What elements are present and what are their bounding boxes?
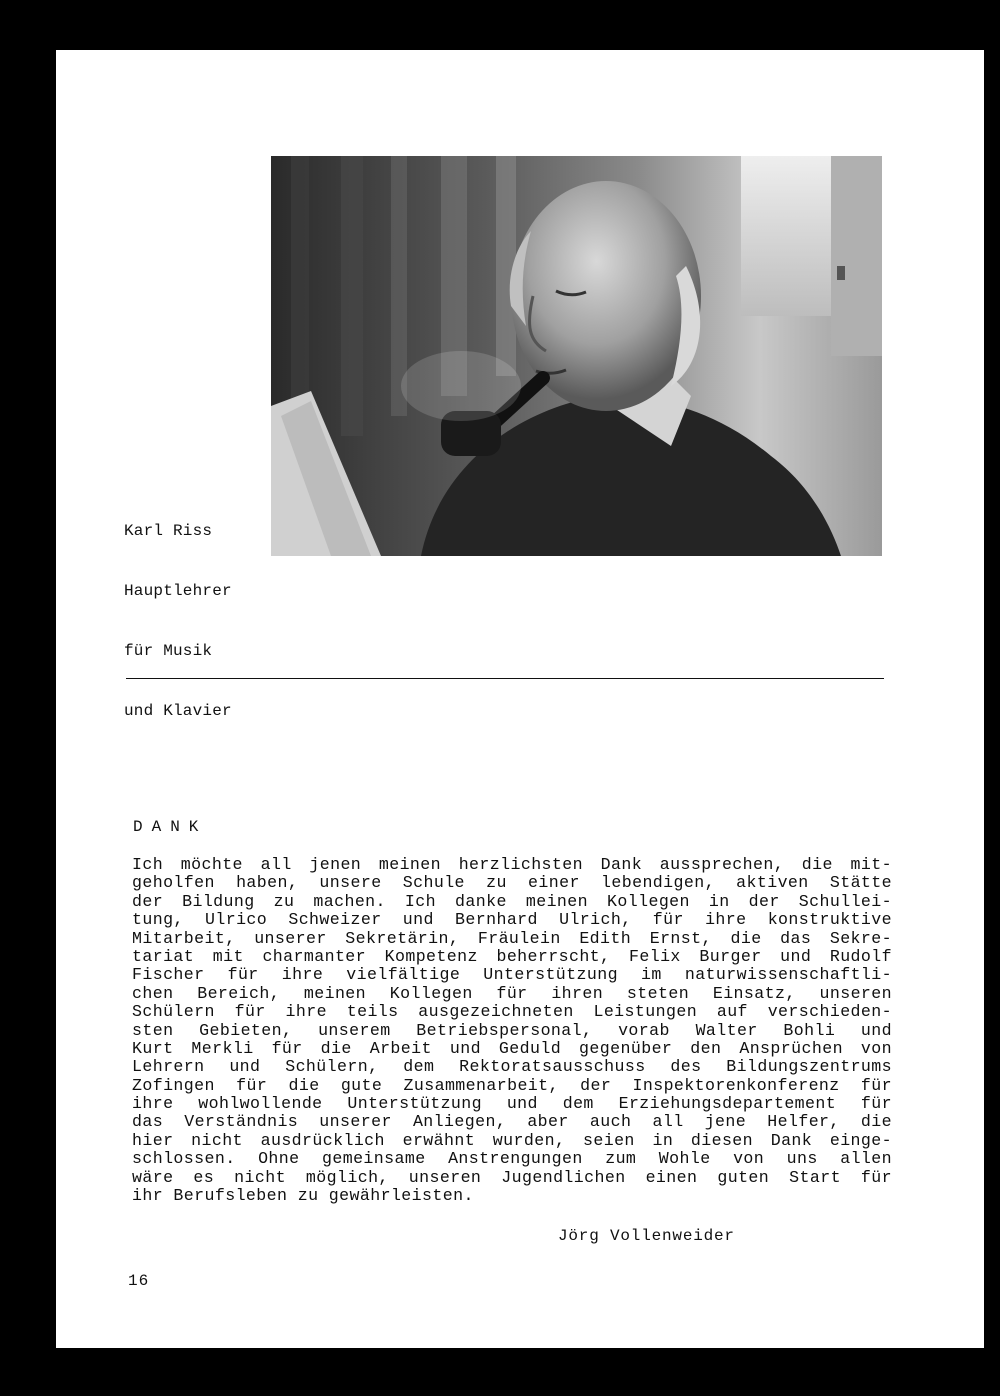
section-heading: DANK xyxy=(133,818,208,836)
caption-subject: für Musik xyxy=(124,642,213,660)
text-line: chen Bereich, meinen Kollegen für ihren steten Einsatz, unseren xyxy=(132,983,892,1003)
signature: Jörg Vollenweider xyxy=(558,1227,735,1245)
page-number: 16 xyxy=(128,1272,150,1290)
text-line: tariat mit charmanter Kompetenz beherrscht, Felix Burger und Rudolf xyxy=(132,946,892,966)
caption-role: Hauptlehrer xyxy=(124,582,232,600)
horizontal-divider xyxy=(126,678,884,679)
text-line: wäre es nicht möglich, unseren Jugendlichen einen guten Start für xyxy=(132,1167,892,1187)
text-line: Zofingen für die gute Zusammenarbeit, der Inspektorenkonferenz für xyxy=(132,1075,892,1095)
text-line: ihre wohlwollende Unterstützung und dem Erziehungsdepartement für xyxy=(132,1094,892,1114)
caption-instrument: und Klavier xyxy=(124,702,232,720)
text-line: tung, Ulrico Schweizer und Bernhard Ulrich, für ihre konstruktive xyxy=(132,910,892,930)
text-line: Fischer für ihre vielfältige Unterstützung im naturwissenschaftli- xyxy=(132,965,892,985)
text-line: Mitarbeit, unserer Sekretärin, Fräulein Edith Ernst, die das Sekre- xyxy=(132,928,892,948)
text-line: schlossen. Ohne gemeinsame Anstrengungen zum Wohle von uns allen xyxy=(132,1149,892,1169)
text-line: hier nicht ausdrücklich erwähnt wurden, seien in diesen Dank einge- xyxy=(132,1130,892,1150)
text-line: der Bildung zu machen. Ich danke meinen Kollegen in der Schullei- xyxy=(132,891,892,911)
text-line: Kurt Merkli für die Arbeit und Geduld gegenüber den Ansprüchen von xyxy=(132,1038,892,1058)
acknowledgement-text xyxy=(132,856,892,1205)
text-line: geholfen haben, unsere Schule zu einer lebendigen, aktiven Stätte xyxy=(132,873,892,893)
text-line: Schülern für ihre teils ausgezeichneten Leistungen auf verschieden- xyxy=(132,1002,892,1022)
photo-caption xyxy=(124,481,264,761)
caption-name: Karl Riss xyxy=(124,522,213,540)
text-line: Ich möchte all jenen meinen herzlichsten Dank aussprechen, die mit- xyxy=(132,855,892,874)
text-line: das Verständnis unserer Anliegen, aber auch all jene Helfer, die xyxy=(132,1112,892,1132)
document-page xyxy=(56,50,984,1348)
text-line: Lehrern und Schülern, dem Rektoratsausschuss des Bildungszentrums xyxy=(132,1057,892,1077)
text-line: ihr Berufsleben zu gewährleisten. xyxy=(132,1186,474,1206)
portrait-photo-image xyxy=(271,156,882,556)
text-line: sten Gebieten, unserem Betriebspersonal, vorab Walter Bohli und xyxy=(132,1020,892,1040)
portrait-photo xyxy=(271,156,882,556)
